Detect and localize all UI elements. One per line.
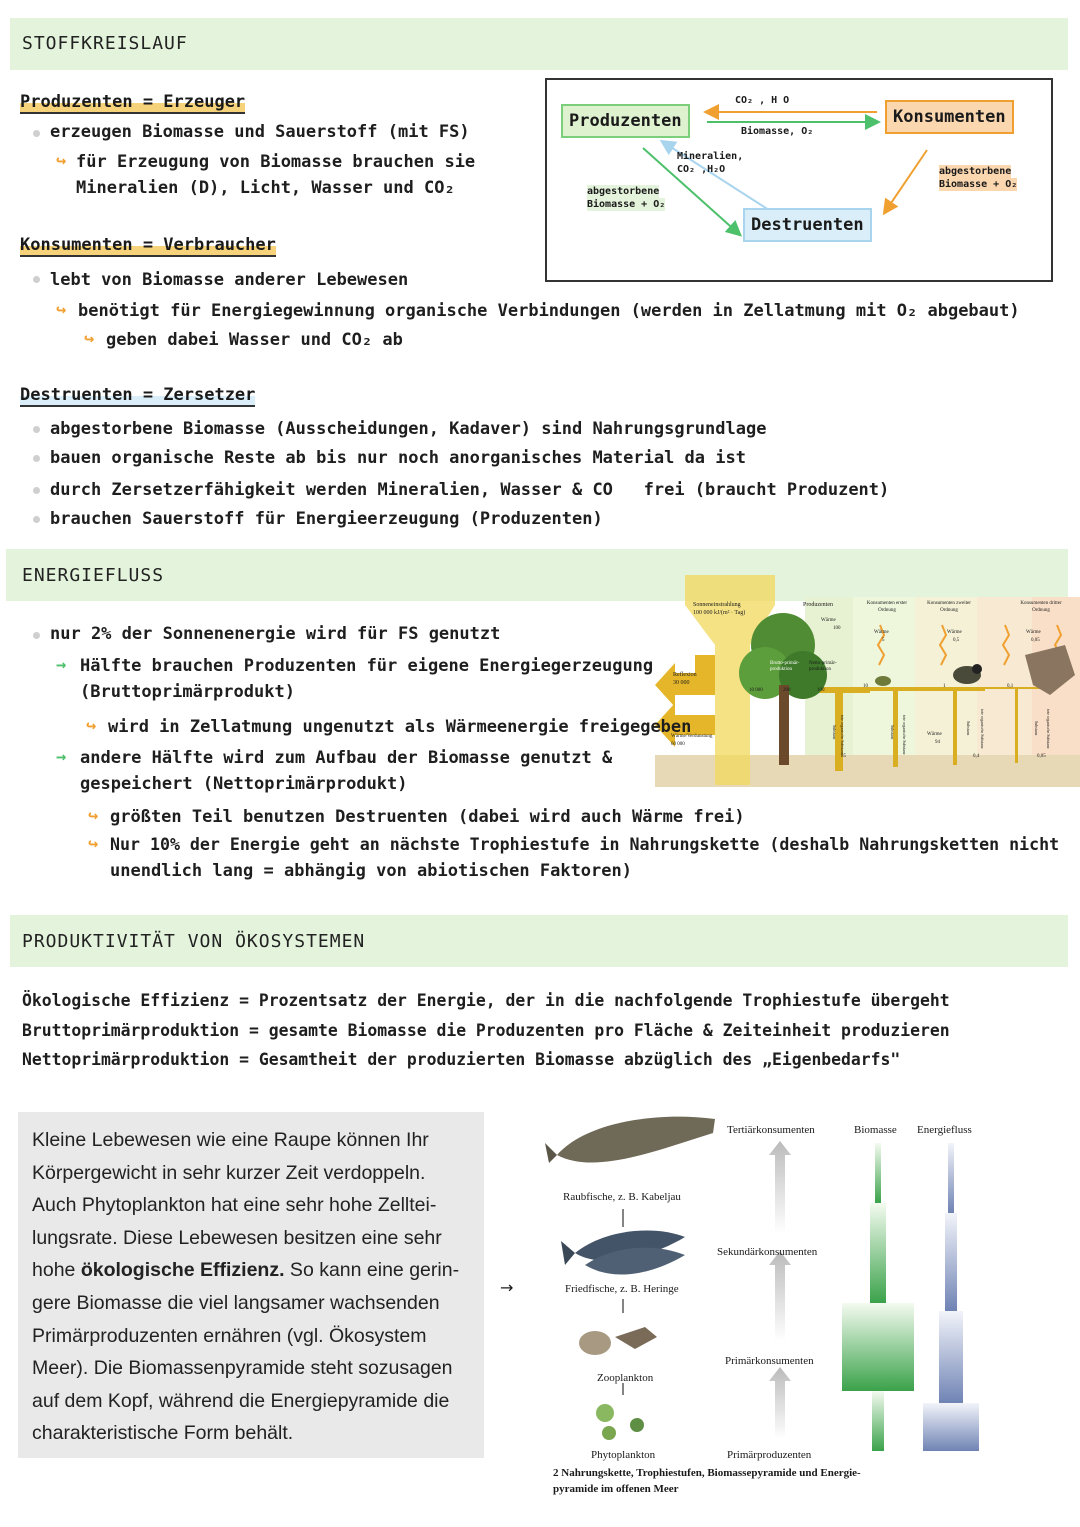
label-waerme-k1-val: 5: [882, 638, 885, 643]
label-substanz-3: Substanz: [966, 721, 971, 736]
info-box-oekologische-effizienz: [18, 1112, 484, 1458]
konsumenten-line-2: benötigt für Energiegewinnung organische Verbindungen (werden in Zellatmung mit O₂ abgebaut): [78, 301, 1020, 321]
destruenten-line-2: bauen organische Reste ab bis nur noch anorganisches Material da ist: [50, 448, 746, 468]
arrow-hook-icon: ↪: [56, 300, 67, 320]
label-reflexion: Reflexion: [673, 672, 697, 678]
section-title-energiefluss: ENERGIEFLUSS: [22, 565, 165, 586]
node-konsumenten: Konsumenten: [885, 100, 1014, 134]
heading-produzenten: [20, 92, 245, 112]
label-sonnen: Sonneneinstrahlung: [693, 602, 741, 608]
label-waerme-p-val: 100: [833, 626, 841, 631]
label-produzenten: Produzenten: [803, 602, 833, 608]
energie-line-6: gespeichert (Nettoprimärprodukt): [80, 774, 408, 794]
label-v005: 0,05: [1037, 754, 1046, 759]
label-primaer: Primärkonsumenten: [725, 1355, 814, 1367]
label-abgestorbene-left-2: Biomasse + O₂: [587, 199, 666, 210]
label-v100: 100: [817, 688, 825, 693]
arrow-hook-icon: ↪: [88, 834, 99, 854]
label-energiefluss: Energiefluss: [917, 1124, 972, 1136]
label-v04: 0,4: [973, 754, 980, 759]
konsumenten-line-1: lebt von Biomasse anderer Lebewesen: [50, 270, 409, 290]
bullet: [33, 426, 40, 433]
energie-line-8: Nur 10% der Energie geht an nächste Trophiestufe in Nahrungskette (deshalb Nahrungsketten nicht: [110, 835, 1060, 854]
label-mineralien-1: Mineralien,: [677, 151, 744, 162]
label-waerme-verd-val: 60 000: [671, 742, 685, 747]
label-waerme-k3-val: 0,05: [1031, 638, 1040, 643]
label-v94: 94: [935, 740, 940, 745]
label-sonnen-val: 100 000 kJ/(m² · Tag): [693, 610, 746, 616]
energy-flow-figure: [655, 575, 1080, 787]
label-raubfische: Raubfische, z. B. Kabeljau: [563, 1191, 681, 1203]
label-netto: Netto-primär-produktion: [809, 661, 837, 672]
arrow-right-icon: →: [500, 1278, 514, 1297]
energie-line-4: wird in Zellatmung ungenutzt als Wärmeenergie freigegeben: [108, 717, 692, 737]
cycle-diagram: [545, 78, 1053, 282]
label-v200: 200: [783, 688, 791, 693]
bullet: [33, 516, 40, 523]
energie-line-7: größten Teil benutzen Destruenten (dabei wird auch Wärme frei): [110, 807, 745, 827]
energie-line-3: (Bruttoprimärprodukt): [80, 682, 295, 702]
label-biomasse-o2: Biomasse, O₂: [741, 126, 814, 137]
produktivitaet-line-2: Bruttoprimärproduktion = gesamte Biomasse die Produzenten pro Fläche & Zeiteinheit produzieren: [22, 1021, 950, 1040]
label-v10000: 10 000: [749, 688, 763, 693]
label-biomasse: Biomasse: [854, 1124, 897, 1136]
label-tote-3: tote organische Substanz: [980, 709, 985, 749]
label-abgestorbene-left-1: abgestorbene: [587, 186, 660, 197]
konsumenten-line-3: geben dabei Wasser und CO₂ ab: [106, 330, 403, 350]
bullet: [33, 130, 40, 137]
arrow-hook-icon: ↪: [84, 329, 95, 349]
label-konsumenten-3: Konsumenten dritter Ordnung: [1020, 601, 1062, 613]
label-waerme-k2-val: 0,5: [953, 638, 960, 643]
label-brutto: Brutto-primär-produktion: [770, 661, 800, 672]
label-primaerprod: Primärproduzenten: [727, 1449, 812, 1461]
energie-line-9: unendlich lang = abhängig von abiotischen Faktoren): [110, 861, 632, 881]
label-tote-2: tote organische Substanz: [902, 715, 907, 755]
produktivitaet-line-1: Ökologische Effizienz = Prozentsatz der Energie, der in die nachfolgende Trophiestufe übergeht: [22, 991, 950, 1010]
label-waerme-verd: Wärme/Verdunstung: [671, 734, 713, 739]
produzenten-line-1: erzeugen Biomasse und Sauerstoff (mit FS): [50, 122, 470, 142]
label-substanz-2: Substanz: [890, 725, 895, 740]
label-abgestorbene-right-2: Biomasse + O₂: [939, 179, 1018, 190]
bullet: [33, 455, 40, 462]
label-tote-4: tote organische Substanz: [1046, 709, 1051, 749]
label-waerme-k2: Wärme: [947, 630, 962, 635]
label-abgestorbene-right-1: abgestorbene: [939, 166, 1012, 177]
pyramid-illustration: [545, 1105, 1005, 1505]
heading-destruenten: [20, 385, 255, 405]
heading-konsumenten: [20, 235, 276, 255]
label-konsumenten-2: Konsumenten zweiter Ordnung: [927, 601, 971, 613]
label-co2-h2o: CO₂ , H O: [735, 95, 790, 106]
destruenten-line-1: abgestorbene Biomasse (Ausscheidungen, Kadaver) sind Nahrungsgrundlage: [50, 419, 767, 439]
node-destruenten: Destruenten: [743, 208, 872, 242]
arrow-hook-icon: ↪: [86, 716, 97, 736]
energie-line-1: nur 2% der Sonnenenergie wird für FS genutzt: [50, 624, 501, 644]
label-v10: 10: [863, 684, 868, 689]
label-v1: 1: [943, 684, 946, 689]
label-zooplankton: Zooplankton: [597, 1372, 654, 1384]
label-waerme-k1: Wärme: [874, 630, 889, 635]
label-phytoplankton: Phytoplankton: [591, 1449, 656, 1461]
figure-caption-1: 2 Nahrungskette, Trophiestufen, Biomassepyramide und Energie-: [553, 1467, 861, 1479]
arrow-hook-icon: ↪: [56, 151, 67, 171]
figure-caption-2: pyramide im offenen Meer: [553, 1483, 679, 1495]
label-v85: 85: [841, 754, 846, 759]
energie-line-5: andere Hälfte wird zum Aufbau der Biomasse genutzt &: [80, 748, 613, 768]
produzenten-line-3: Mineralien (D), Licht, Wasser und CO₂: [76, 178, 455, 198]
info-text-after: So kann eine geringere Biomasse die viel langsamer wachsenden Primärproduzenten ernähren (vgl. Ökosystem Meer). Die Biomassenpyramide steht sozusagen auf dem Kopf, während die Energiepyramide die charakteristische Form behält.: [32, 1259, 460, 1445]
label-substanz-1: Substanz: [832, 725, 837, 740]
label-konsumenten-1: Konsumenten erster Ordnung: [866, 601, 908, 613]
bullet: [33, 632, 40, 639]
bullet: [33, 487, 40, 494]
heading-produzenten-text: Produzenten = Erzeuger: [20, 92, 246, 112]
label-sekundaer: Sekundärkonsumenten: [717, 1246, 818, 1258]
produzenten-line-2: für Erzeugung von Biomasse brauchen sie: [76, 152, 476, 172]
arrow-konsumenten-to-destruenten: [885, 150, 927, 212]
heading-destruenten-text: Destruenten = Zersetzer: [20, 385, 256, 405]
label-reflexion-val: 30 000: [673, 680, 690, 686]
label-substanz-4: Substanz: [1034, 721, 1039, 736]
bullet: [33, 276, 40, 283]
energie-line-2: Hälfte brauchen Produzenten für eigene Energiegerzeugung: [80, 656, 654, 676]
label-tote-1: tote organische Substanz: [840, 715, 845, 755]
produktivitaet-line-3: Nettoprimärproduktion = Gesamtheit der produzierten Biomasse abzüglich des „Eigenbedarfs": [22, 1050, 901, 1069]
label-w94: Wärme: [927, 732, 942, 737]
info-text-before: Kleine Lebewesen wie eine Raupe können Ihr Körpergewicht in sehr kurzer Zeit verdoppeln. Auch Phytoplankton hat eine sehr hohe Zellteilungsrate. Diese Lebewesen besitzen eine sehr hohe: [32, 1129, 442, 1282]
heading-konsumenten-text: Konsumenten = Verbraucher: [20, 235, 276, 255]
label-v01: 0,1: [1007, 684, 1014, 689]
info-text-bold: ökologische Effizienz.: [80, 1259, 285, 1282]
label-waerme-p: Wärme: [821, 618, 836, 623]
arrow-right-icon: →: [56, 747, 67, 767]
destruenten-line-4: brauchen Sauerstoff für Energieerzeugung (Produzenten): [50, 509, 603, 529]
label-waerme-k3: Wärme: [1026, 630, 1041, 635]
node-produzenten: Produzenten: [561, 104, 690, 138]
label-friedfische: Friedfische, z. B. Heringe: [565, 1283, 679, 1295]
section-title-stoffkreislauf: STOFFKREISLAUF: [22, 33, 188, 54]
section-title-produktivitaet: PRODUKTIVITÄT VON ÖKOSYSTEMEN: [22, 931, 366, 952]
label-mineralien-2: CO₂ ,H₂O: [677, 164, 726, 175]
arrow-right-icon: →: [56, 655, 67, 675]
label-tertiaer: Tertiärkonsumenten: [727, 1124, 815, 1136]
destruenten-line-3: durch Zersetzerfähigkeit werden Mineralien, Wasser & CO frei (braucht Produzent): [50, 480, 890, 500]
pyramid-figure: [545, 1105, 1005, 1505]
arrow-hook-icon: ↪: [88, 806, 99, 826]
